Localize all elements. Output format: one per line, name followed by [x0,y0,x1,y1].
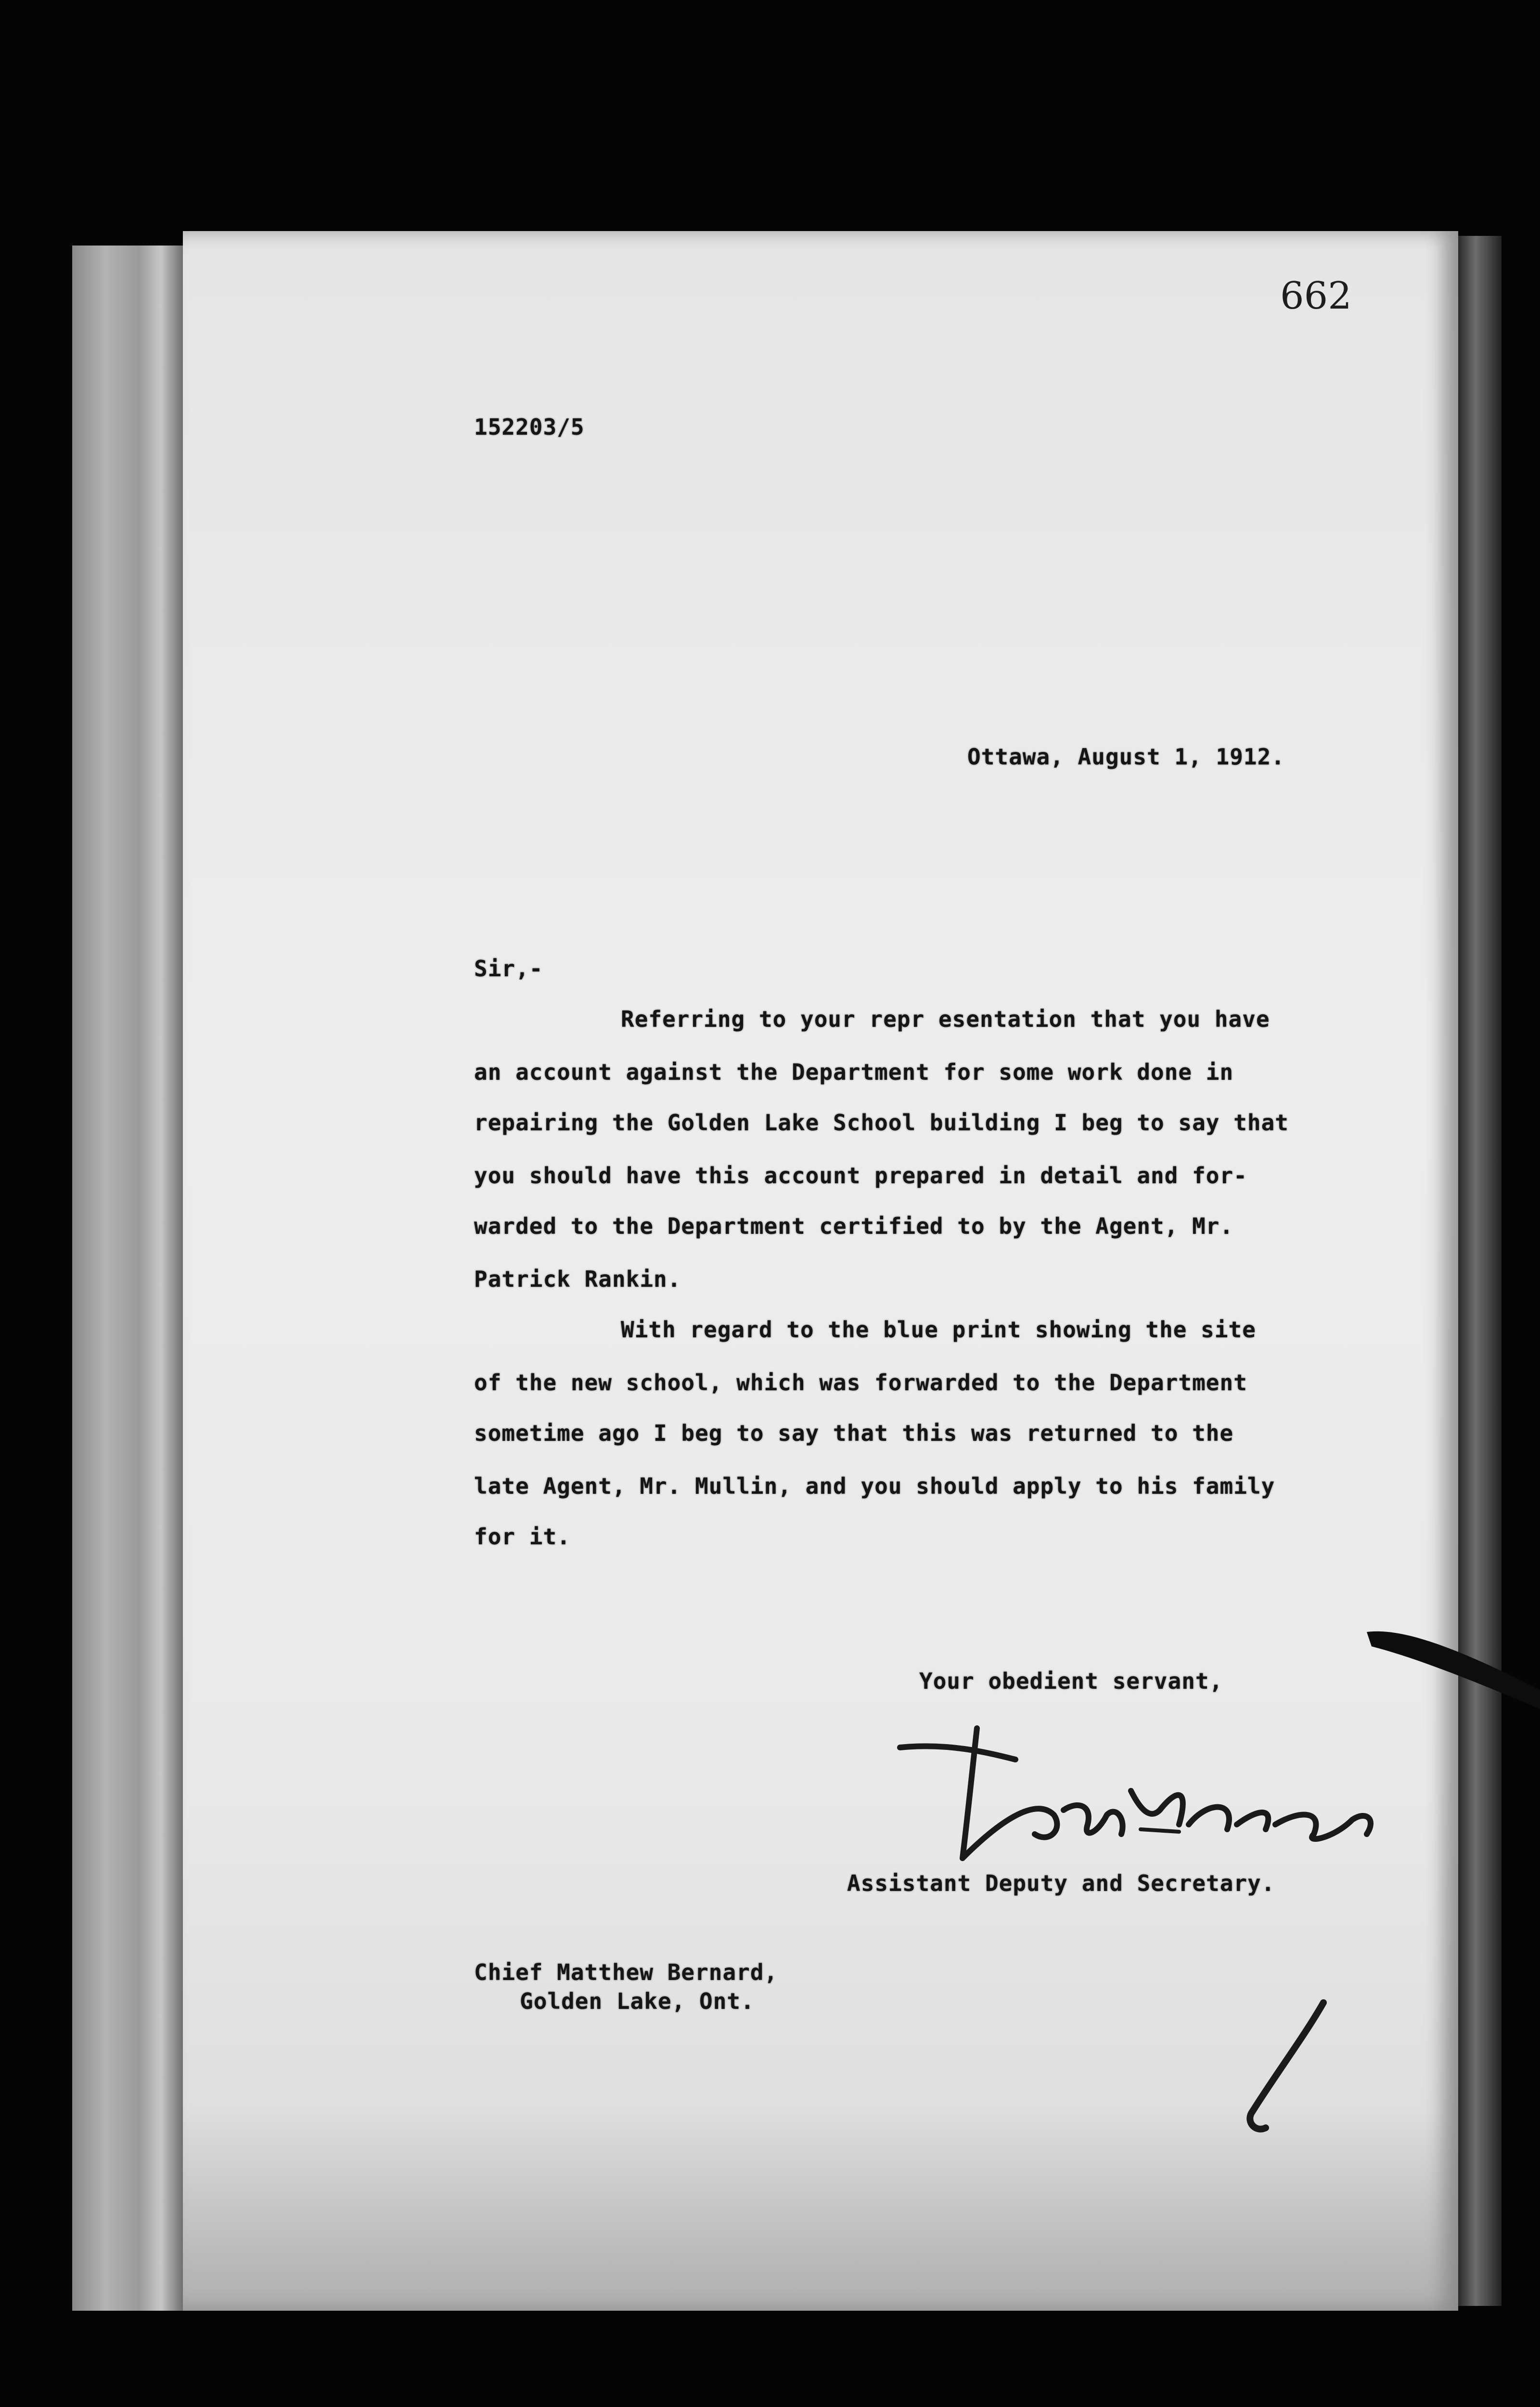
pen-tip-shadow [1367,1613,1540,1709]
page-right-edge [1458,236,1502,2306]
body-line: late Agent, Mr. Mullin, and you should apply to his family [474,1473,1275,1499]
page-number: 662 [1280,274,1352,318]
body-line: sometime ago I beg to say that this was returned to the [474,1420,1234,1446]
body-line: With regard to the blue print showing the site [621,1317,1256,1343]
body-line: you should have this account prepared in detail and for- [474,1163,1247,1189]
pen-check-mark [1237,1993,1333,2147]
closing: Your obedient servant, [919,1668,1223,1694]
addressee-line: Golden Lake, Ont. [520,1988,755,2014]
body-line: for it. [474,1524,571,1550]
body-line: Patrick Rankin. [474,1266,681,1292]
signatory-title: Assistant Deputy and Secretary. [847,1870,1275,1896]
place-date: Ottawa, August 1, 1912. [967,744,1285,770]
salutation: Sir,- [474,956,543,982]
handwritten-signature [890,1714,1396,1873]
page-stack-edge [72,246,183,2311]
body-line: an account against the Department for some work done in [474,1059,1234,1085]
body-line: of the new school, which was forwarded to the Department [474,1370,1247,1396]
addressee-line: Chief Matthew Bernard, [474,1959,778,1985]
body-line: warded to the Department certified to by the Agent, Mr. [474,1213,1234,1239]
body-line: Referring to your repr esentation that you have [621,1006,1270,1032]
file-reference: 152203/5 [474,414,585,440]
body-line: repairing the Golden Lake School building I beg to say that [474,1110,1289,1136]
